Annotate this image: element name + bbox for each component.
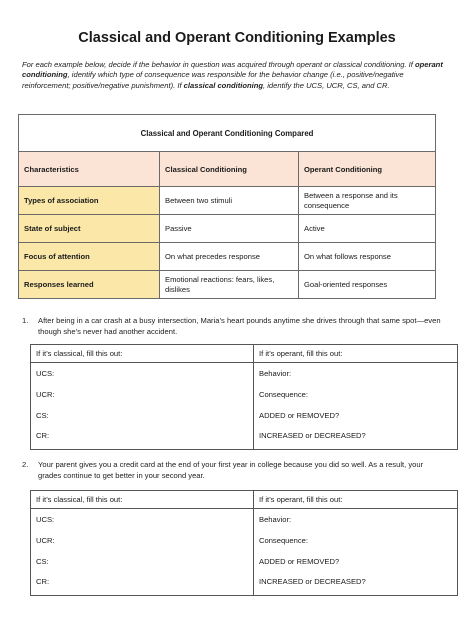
behavior-label: Behavior: <box>259 515 292 524</box>
row-label: State of subject <box>19 215 160 243</box>
classical-cell: Emotional reactions: fears, likes, dislikes <box>160 271 299 299</box>
operant-cell: On what follows response <box>299 243 436 271</box>
table-row <box>19 271 436 299</box>
page-title: Classical and Operant Conditioning Examples <box>78 30 396 46</box>
question-number: 2. <box>22 460 29 469</box>
table-row <box>19 187 436 215</box>
classical-answer-area[interactable] <box>31 363 254 450</box>
comparison-table-caption: Classical and Operant Conditioning Compared <box>19 115 436 152</box>
operant-header: If it’s operant, fill this out: <box>254 491 458 509</box>
cs-label: CS: <box>36 557 49 566</box>
operant-answer-area[interactable] <box>254 363 458 450</box>
answer-table-1 <box>30 344 458 450</box>
row-label: Types of association <box>19 187 160 215</box>
comparison-table <box>18 114 436 299</box>
cr-label: CR: <box>36 577 50 586</box>
cs-label: CS: <box>36 411 49 420</box>
operant-cell: Active <box>299 215 436 243</box>
ucr-label: UCR: <box>36 390 55 399</box>
classical-cell: On what precedes response <box>160 243 299 271</box>
increased-decreased-label: INCREASED or DECREASED? <box>259 577 366 586</box>
operant-cell: Between a response and its consequence <box>299 187 436 215</box>
operant-header: If it’s operant, fill this out: <box>254 345 458 363</box>
header-characteristics: Characteristics <box>19 152 160 187</box>
consequence-label: Consequence: <box>259 536 308 545</box>
classical-answer-area[interactable] <box>31 509 254 596</box>
classical-cell: Passive <box>160 215 299 243</box>
classical-cell: Between two stimuli <box>160 187 299 215</box>
answer-table-2 <box>30 490 458 596</box>
cr-label: CR: <box>36 431 50 440</box>
table-row <box>19 243 436 271</box>
header-classical: Classical Conditioning <box>160 152 299 187</box>
operant-cell: Goal-oriented responses <box>299 271 436 299</box>
behavior-label: Behavior: <box>259 369 292 378</box>
instructions <box>22 60 454 91</box>
instructions-operant-term: operant conditioning <box>22 60 443 80</box>
question-number: 1. <box>22 316 29 325</box>
ucr-label: UCR: <box>36 536 55 545</box>
question-text: After being in a car crash at a busy intersection, Maria’s heart pounds anytime she drives through that same spot—even though she’s never had another accident. <box>38 316 441 336</box>
table-row <box>19 215 436 243</box>
consequence-label: Consequence: <box>259 390 308 399</box>
instructions-part-3: , identify the UCS, UCR, CS, and CR. <box>263 80 390 90</box>
instructions-part-1: For each example below, decide if the behavior in question was acquired through operant or classical conditioning. If <box>22 60 415 69</box>
instructions-classical-term: classical conditioning <box>183 80 264 90</box>
added-removed-label: ADDED or REMOVED? <box>259 557 340 566</box>
header-operant: Operant Conditioning <box>299 152 436 187</box>
ucs-label: UCS: <box>36 515 55 524</box>
comparison-header-row <box>19 152 436 187</box>
added-removed-label: ADDED or REMOVED? <box>259 411 340 420</box>
instructions-part-2: , identify which type of consequence was responsible for the behavior change (i.e., positive/negative reinforcement; positive/negative punishment). If <box>22 70 404 90</box>
row-label: Focus of attention <box>19 243 160 271</box>
operant-answer-area[interactable] <box>254 509 458 596</box>
increased-decreased-label: INCREASED or DECREASED? <box>259 431 366 440</box>
question-text: Your parent gives you a credit card at the end of your first year in college because you did so well. As a result, your grades continue to get better in your second year. <box>38 460 424 480</box>
ucs-label: UCS: <box>36 369 55 378</box>
row-label: Responses learned <box>19 271 160 299</box>
classical-header: If it’s classical, fill this out: <box>31 345 254 363</box>
classical-header: If it’s classical, fill this out: <box>31 491 254 509</box>
